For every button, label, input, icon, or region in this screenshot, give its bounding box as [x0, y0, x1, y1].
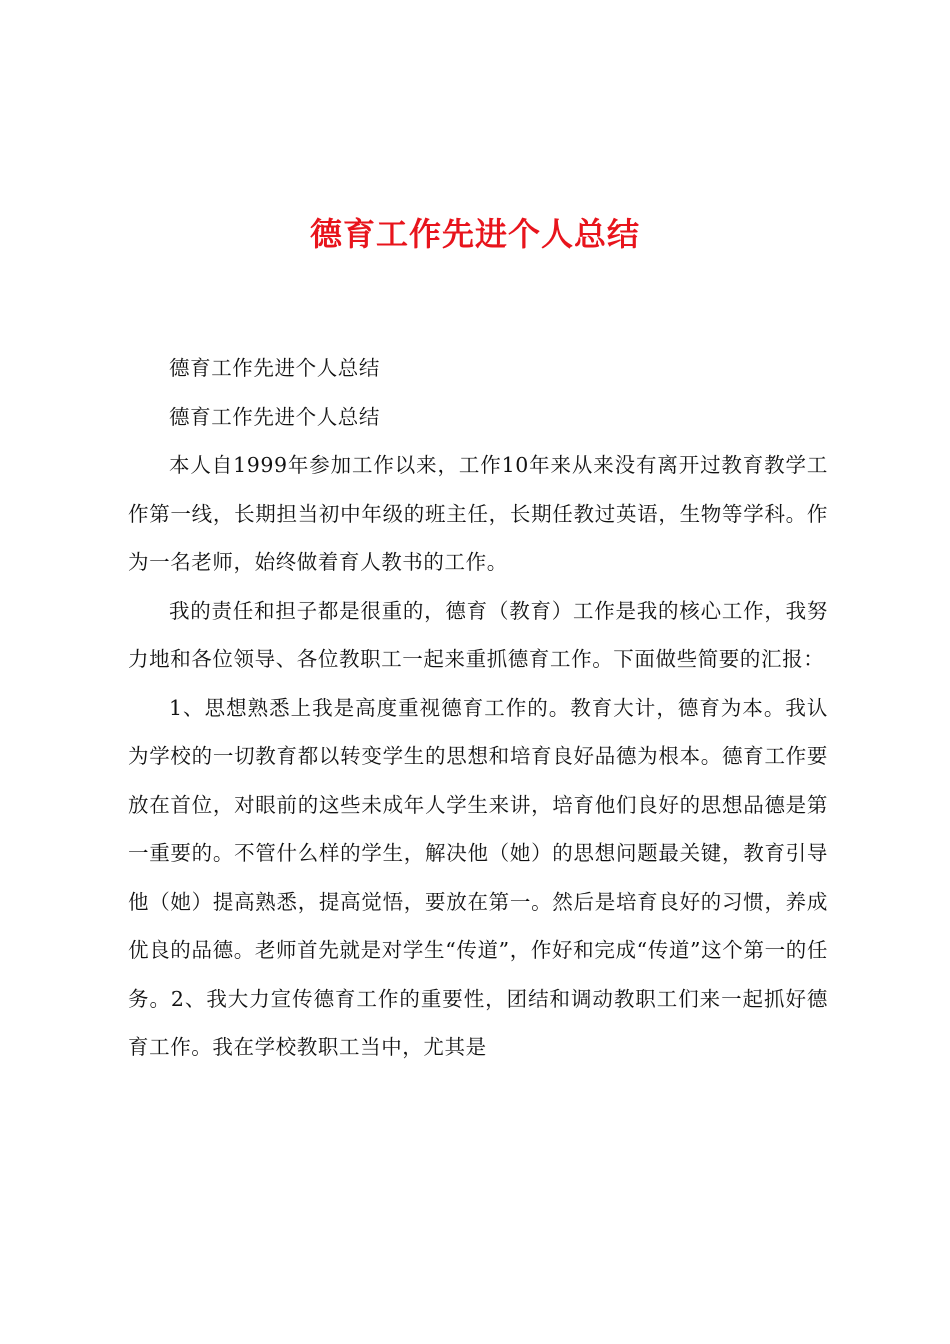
document-body	[128, 344, 828, 1072]
paragraph-intro: 本人自1999年参加工作以来，工作10年来从来没有离开过教育教学工作第一线，长期担当初中年级的班主任，长期任教过英语，生物等学科。作为一名老师，始终做着育人教书的工作。	[128, 453, 828, 574]
paragraph-subtitle-1: 德育工作先进个人总结	[169, 356, 380, 380]
paragraph-responsibility: 我的责任和担子都是很重的，德育（教育）工作是我的核心工作，我努力地和各位领导、各位教职工一起来重抓德育工作。下面做些简要的汇报：	[128, 598, 828, 671]
paragraph-point-1: 1、思想熟悉上我是高度重视德育工作的。教育大计，德育为本。我认为学校的一切教育都以转变学生的思想和培育良好品德为根本。德育工作要放在首位，对眼前的这些未成年人学生来讲，培育他们良好的思想品德是第一重要的。不管什么样的学生，解决他（她）的思想问题最关键，教育引导他（她）提高熟悉，提高觉悟，要放在第一。然后是培育良好的习惯，养成优良的品德。老师首先就是对学生“传道”，作好和完成“传道”这个第一的任务。2、我大力宣传德育工作的重要性，团结和调动教职工们来一起抓好德育工作。我在学校教职工当中，尤其是	[128, 695, 828, 1059]
paragraph-subtitle-2: 德育工作先进个人总结	[169, 404, 380, 429]
document-title: 德育工作先进个人总结	[309, 215, 640, 253]
